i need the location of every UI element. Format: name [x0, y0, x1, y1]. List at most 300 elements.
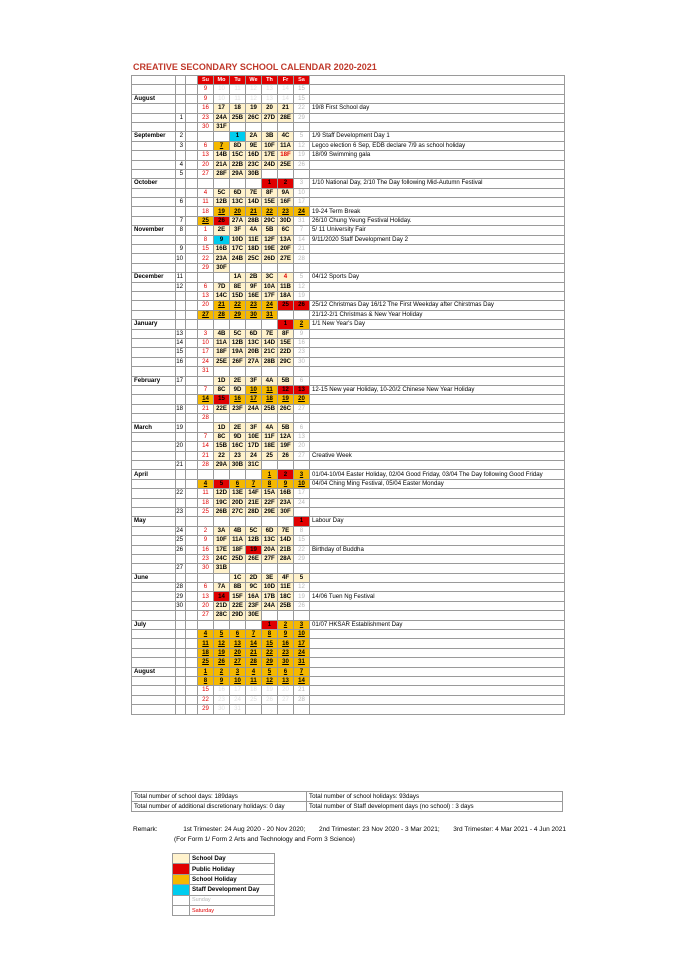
day-cell	[278, 461, 294, 470]
day-cell: 23A	[278, 498, 294, 507]
day-cell: 24	[294, 498, 310, 507]
day-cell: 24D	[262, 160, 278, 169]
day-cell	[262, 461, 278, 470]
day-cell: 15F	[230, 592, 246, 601]
day-cell: 29D	[230, 611, 246, 620]
day-cell: 19	[214, 207, 230, 216]
day-cell: 30	[198, 122, 214, 131]
week-row	[132, 583, 565, 592]
spacer-cell	[186, 705, 198, 714]
spacer-cell	[186, 198, 198, 207]
day-cell	[198, 517, 214, 526]
calendar-header-row	[132, 76, 565, 85]
spacer-cell	[186, 132, 198, 141]
day-cell: 19C	[214, 498, 230, 507]
day-cell: 17	[294, 489, 310, 498]
day-cell: 10	[214, 94, 230, 103]
week-number: 20	[176, 442, 186, 451]
day-cell	[198, 470, 214, 479]
day-cell: 14F	[246, 489, 262, 498]
day-cell: 15	[262, 639, 278, 648]
day-cell: 15	[198, 686, 214, 695]
day-cell: 21	[246, 648, 262, 657]
day-cell: 3B	[262, 132, 278, 141]
week-number: 8	[176, 226, 186, 235]
day-cell	[262, 517, 278, 526]
week-row	[132, 695, 565, 704]
week-row	[132, 179, 565, 188]
week-number: 19	[176, 423, 186, 432]
day-cell: 17E	[214, 545, 230, 554]
day-cell	[230, 517, 246, 526]
month-label	[132, 498, 176, 507]
day-cell: 15C	[230, 151, 246, 160]
week-number: 16	[176, 357, 186, 366]
spacer-cell	[186, 216, 198, 225]
day-cell: 29	[294, 113, 310, 122]
day-cell: 7	[214, 141, 230, 150]
week-row	[132, 461, 565, 470]
day-cell: 4B	[230, 526, 246, 535]
legend-label: Public Holiday	[190, 864, 275, 874]
legend-label: School Day	[190, 854, 275, 864]
header-spacer-cell	[186, 76, 198, 85]
day-cell: 13E	[230, 489, 246, 498]
week-row	[132, 273, 565, 282]
event-note	[310, 338, 565, 347]
week-number	[176, 658, 186, 667]
day-cell	[214, 573, 230, 582]
week-number	[176, 451, 186, 460]
week-number	[176, 414, 186, 423]
event-note	[310, 245, 565, 254]
week-number	[176, 517, 186, 526]
day-cell: 25	[262, 451, 278, 460]
day-cell: 3	[294, 620, 310, 629]
remark-trimester-2: 2nd Trimester: 23 Nov 2020 - 3 Mar 2021;	[318, 826, 440, 833]
spacer-cell	[186, 432, 198, 441]
month-label	[132, 432, 176, 441]
day-cell: 6D	[246, 329, 262, 338]
day-cell: 12B	[214, 198, 230, 207]
day-cell	[246, 564, 262, 573]
day-cell: 9	[278, 630, 294, 639]
day-cell: 7	[198, 385, 214, 394]
spacer-cell	[186, 282, 198, 291]
day-cell: 29C	[262, 216, 278, 225]
week-row	[132, 338, 565, 347]
spacer-cell	[186, 263, 198, 272]
day-cell: 22E	[230, 601, 246, 610]
legend-item	[173, 895, 275, 905]
month-label	[132, 141, 176, 150]
week-number	[176, 385, 186, 394]
legend-label: School Holiday	[190, 874, 275, 884]
day-cell: 6	[278, 667, 294, 676]
week-number: 14	[176, 338, 186, 347]
event-note: 25/12 Christmas Day 16/12 The First Weekday after Chirstmas Day	[310, 301, 565, 310]
day-cell: 15	[198, 245, 214, 254]
day-cell	[262, 320, 278, 329]
week-row	[132, 611, 565, 620]
day-cell: 26C	[246, 113, 262, 122]
event-note	[310, 113, 565, 122]
legend-item	[173, 864, 275, 874]
day-cell: 16	[198, 104, 214, 113]
day-cell: 15E	[262, 198, 278, 207]
week-row	[132, 592, 565, 601]
spacer-cell	[186, 169, 198, 178]
day-cell: 21E	[246, 498, 262, 507]
spacer-cell	[186, 639, 198, 648]
month-label	[132, 442, 176, 451]
event-note: 19-24 Term Break	[310, 207, 565, 216]
day-header: Su	[198, 76, 214, 85]
event-note	[310, 188, 565, 197]
day-cell: 2	[278, 470, 294, 479]
day-cell: 10	[294, 630, 310, 639]
week-row	[132, 141, 565, 150]
week-number	[176, 320, 186, 329]
week-row	[132, 282, 565, 291]
day-header: We	[246, 76, 262, 85]
day-cell: 25E	[214, 357, 230, 366]
day-cell: 19A	[230, 348, 246, 357]
day-cell	[262, 122, 278, 131]
day-cell	[246, 414, 262, 423]
day-cell: 30	[246, 310, 262, 319]
day-cell: 1D	[214, 423, 230, 432]
day-cell: 2	[198, 526, 214, 535]
day-cell	[230, 470, 246, 479]
day-cell: 18C	[278, 592, 294, 601]
day-cell: 21A	[214, 160, 230, 169]
day-cell: 10A	[262, 282, 278, 291]
day-cell	[294, 367, 310, 376]
event-note	[310, 254, 565, 263]
week-number: 3	[176, 141, 186, 150]
week-number: 15	[176, 348, 186, 357]
event-note	[310, 498, 565, 507]
day-cell	[246, 179, 262, 188]
day-cell: 25C	[246, 254, 262, 263]
day-cell: 13	[198, 151, 214, 160]
day-cell	[230, 263, 246, 272]
month-label	[132, 216, 176, 225]
day-cell: 3E	[262, 573, 278, 582]
day-cell: 23A	[214, 254, 230, 263]
event-note	[310, 404, 565, 413]
day-cell: 15	[294, 536, 310, 545]
day-cell: 17F	[262, 291, 278, 300]
event-note	[310, 367, 565, 376]
day-cell: 29E	[262, 507, 278, 516]
week-number	[176, 677, 186, 686]
week-number: 7	[176, 216, 186, 225]
day-cell: 7	[294, 226, 310, 235]
day-cell: 30D	[278, 216, 294, 225]
day-cell: 6	[294, 423, 310, 432]
week-number: 18	[176, 404, 186, 413]
day-cell: 23F	[246, 601, 262, 610]
spacer-cell	[186, 320, 198, 329]
day-cell: 17B	[262, 592, 278, 601]
week-number	[176, 263, 186, 272]
day-cell: 29	[198, 263, 214, 272]
day-cell: 28	[214, 310, 230, 319]
event-note: Birthday of Buddha	[310, 545, 565, 554]
week-number	[176, 630, 186, 639]
month-label	[132, 254, 176, 263]
week-row	[132, 489, 565, 498]
day-cell: 30F	[278, 507, 294, 516]
legend-swatch	[173, 854, 190, 864]
day-cell: 21D	[214, 601, 230, 610]
spacer-cell	[186, 357, 198, 366]
day-cell: 12F	[262, 235, 278, 244]
day-cell: 22	[262, 648, 278, 657]
day-cell: 8B	[230, 583, 246, 592]
day-cell: 13	[198, 291, 214, 300]
day-cell: 8F	[278, 329, 294, 338]
day-cell: 10	[198, 338, 214, 347]
day-cell: 20	[278, 686, 294, 695]
week-number	[176, 554, 186, 563]
day-cell: 24	[294, 207, 310, 216]
spacer-cell	[186, 376, 198, 385]
day-cell	[278, 414, 294, 423]
day-cell: 13	[262, 94, 278, 103]
day-cell: 16A	[246, 592, 262, 601]
spacer-cell	[186, 141, 198, 150]
day-cell	[294, 414, 310, 423]
week-number	[176, 639, 186, 648]
week-row	[132, 677, 565, 686]
month-label	[132, 479, 176, 488]
day-cell: 22	[294, 104, 310, 113]
day-cell: 14D	[246, 198, 262, 207]
day-cell: 16B	[278, 489, 294, 498]
day-cell: 10F	[262, 141, 278, 150]
day-cell	[278, 122, 294, 131]
week-row	[132, 705, 565, 714]
week-row	[132, 367, 565, 376]
week-number	[176, 235, 186, 244]
day-cell: 26	[262, 695, 278, 704]
day-cell: 14	[294, 677, 310, 686]
day-cell: 27A	[246, 357, 262, 366]
day-cell: 26E	[246, 554, 262, 563]
week-row	[132, 329, 565, 338]
day-cell: 11	[230, 94, 246, 103]
week-row	[132, 423, 565, 432]
week-row	[132, 385, 565, 394]
week-number: 2	[176, 132, 186, 141]
day-cell: 26F	[230, 357, 246, 366]
day-cell: 20F	[278, 245, 294, 254]
day-cell: 26B	[214, 507, 230, 516]
day-cell: 30	[294, 357, 310, 366]
spacer-cell	[186, 442, 198, 451]
day-cell: 15	[294, 85, 310, 94]
day-cell: 24A	[246, 404, 262, 413]
month-label	[132, 198, 176, 207]
day-cell	[262, 705, 278, 714]
day-cell: 16E	[246, 291, 262, 300]
week-row	[132, 526, 565, 535]
week-row	[132, 414, 565, 423]
day-cell: 9	[198, 94, 214, 103]
day-cell: 17D	[246, 442, 262, 451]
event-note	[310, 686, 565, 695]
day-cell: 2	[294, 320, 310, 329]
month-label	[132, 367, 176, 376]
day-cell: 30	[214, 705, 230, 714]
week-row	[132, 132, 565, 141]
month-label	[132, 705, 176, 714]
day-cell: 18	[262, 395, 278, 404]
event-note	[310, 658, 565, 667]
event-note: 01/04-10/04 Easter Holiday, 02/04 Good Friday, 03/04 The Day following Good Friday	[310, 470, 565, 479]
day-cell: 18	[198, 207, 214, 216]
event-note: 1/10 National Day, 2/10 The Day following Mid-Autumn Festival	[310, 179, 565, 188]
day-cell	[246, 320, 262, 329]
day-cell	[230, 414, 246, 423]
week-row	[132, 451, 565, 460]
day-cell	[198, 320, 214, 329]
day-cell: 9	[198, 85, 214, 94]
day-cell: 13	[230, 639, 246, 648]
event-note: 9/11/2020 Staff Development Day 2	[310, 235, 565, 244]
month-label	[132, 601, 176, 610]
day-cell	[214, 414, 230, 423]
spacer-cell	[186, 423, 198, 432]
day-cell: 17	[230, 686, 246, 695]
total-school-holidays: Total number of school holidays: 93days	[307, 792, 563, 802]
event-note	[310, 423, 565, 432]
legend-swatch	[173, 895, 190, 905]
event-note	[310, 160, 565, 169]
spacer-cell	[186, 507, 198, 516]
day-cell: 1C	[230, 573, 246, 582]
day-cell: 9	[294, 329, 310, 338]
day-cell: 20	[198, 301, 214, 310]
month-label	[132, 245, 176, 254]
day-cell: 27	[278, 695, 294, 704]
week-number: 4	[176, 160, 186, 169]
month-label	[132, 188, 176, 197]
day-cell: 27	[294, 451, 310, 460]
day-cell: 6	[198, 583, 214, 592]
week-row	[132, 667, 565, 676]
month-label: January	[132, 320, 176, 329]
day-cell: 21	[198, 404, 214, 413]
spacer-cell	[186, 414, 198, 423]
week-row	[132, 207, 565, 216]
day-cell: 18E	[262, 442, 278, 451]
day-cell: 28F	[214, 169, 230, 178]
spacer-cell	[186, 404, 198, 413]
day-cell: 31	[294, 658, 310, 667]
month-label	[132, 113, 176, 122]
spacer-cell	[186, 677, 198, 686]
day-cell	[262, 414, 278, 423]
day-cell: 2E	[230, 376, 246, 385]
day-cell: 27C	[230, 507, 246, 516]
day-cell	[198, 376, 214, 385]
week-row	[132, 188, 565, 197]
day-cell: 12	[262, 677, 278, 686]
spacer-cell	[186, 160, 198, 169]
spacer-cell	[186, 367, 198, 376]
month-label	[132, 564, 176, 573]
day-cell: 11	[198, 198, 214, 207]
legend-item	[173, 874, 275, 884]
day-cell: 11F	[262, 432, 278, 441]
day-cell: 26	[294, 601, 310, 610]
month-label: August	[132, 94, 176, 103]
day-cell: 1	[294, 517, 310, 526]
spacer-cell	[186, 94, 198, 103]
month-label	[132, 414, 176, 423]
day-cell: 20	[262, 104, 278, 113]
spacer-cell	[186, 461, 198, 470]
day-cell: 17	[294, 639, 310, 648]
day-cell: 28	[294, 695, 310, 704]
week-row	[132, 254, 565, 263]
week-number	[176, 291, 186, 300]
event-note	[310, 526, 565, 535]
day-cell	[262, 367, 278, 376]
day-cell: 21	[294, 686, 310, 695]
day-cell: 9A	[278, 188, 294, 197]
day-cell: 20	[230, 207, 246, 216]
day-cell: 8C	[214, 385, 230, 394]
event-note	[310, 432, 565, 441]
day-cell: 23	[278, 207, 294, 216]
week-row	[132, 573, 565, 582]
event-note	[310, 442, 565, 451]
day-cell: 27	[198, 169, 214, 178]
day-cell	[294, 705, 310, 714]
remark-label: Remark:	[133, 826, 158, 833]
day-cell	[246, 517, 262, 526]
day-cell: 23	[198, 113, 214, 122]
day-cell: 2E	[230, 423, 246, 432]
legend-swatch	[173, 885, 190, 895]
day-cell: 9	[278, 479, 294, 488]
day-cell: 17	[294, 198, 310, 207]
day-cell: 22	[230, 301, 246, 310]
week-number	[176, 432, 186, 441]
day-cell: 23	[214, 695, 230, 704]
spacer-cell	[186, 113, 198, 122]
day-cell: 10	[294, 479, 310, 488]
week-row	[132, 85, 565, 94]
event-note	[310, 554, 565, 563]
day-cell: 12B	[246, 536, 262, 545]
day-cell: 28C	[214, 611, 230, 620]
week-number	[176, 498, 186, 507]
week-row	[132, 470, 565, 479]
day-cell: 7	[198, 432, 214, 441]
day-cell	[278, 367, 294, 376]
day-cell	[214, 367, 230, 376]
day-cell: 9	[214, 235, 230, 244]
week-number: 27	[176, 564, 186, 573]
day-header: Mo	[214, 76, 230, 85]
week-number	[176, 395, 186, 404]
